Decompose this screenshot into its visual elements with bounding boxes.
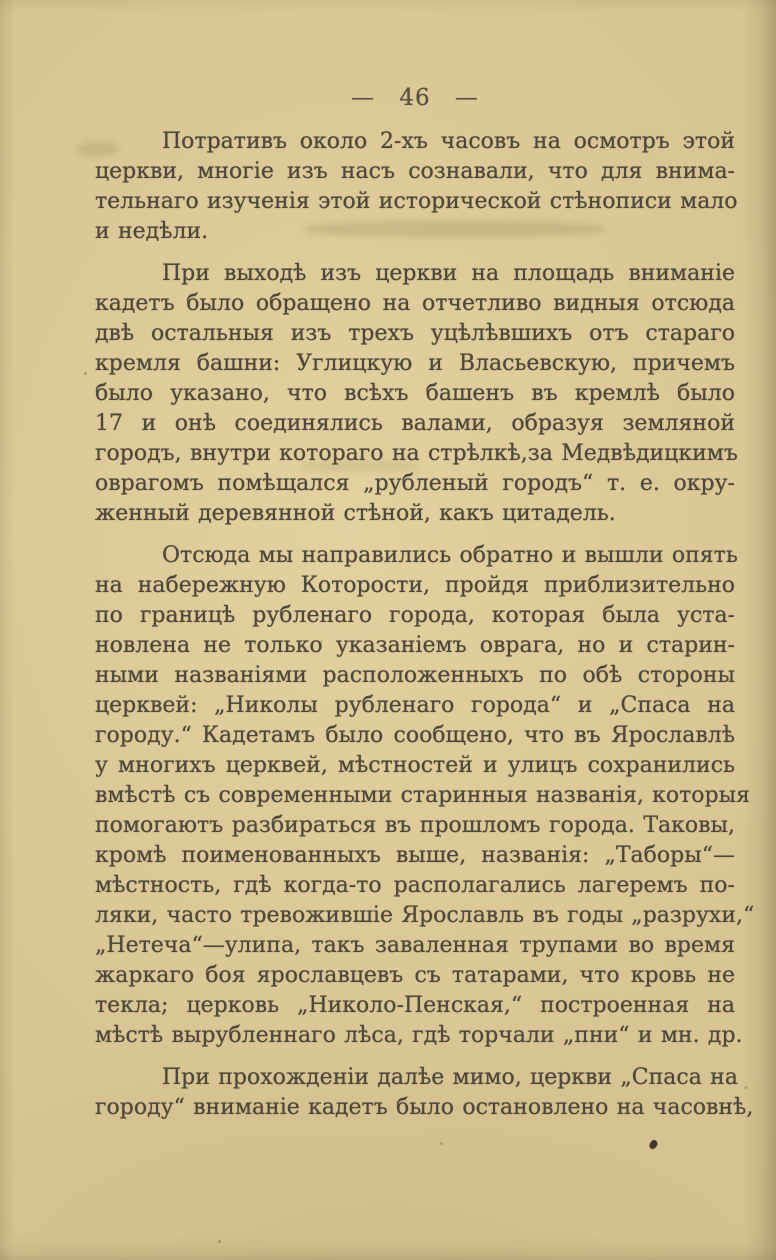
text-line: кромѣ поименованныхъ выше, названія: „Таборы“— xyxy=(95,843,735,868)
text-line: текла; церковь „Николо-Пенская,“ построенная на xyxy=(95,993,735,1018)
text-line: церкви, многіе изъ насъ сознавали, что для внима- xyxy=(95,159,735,184)
text-line: ляки, часто тревожившіе Ярославль въ годы „разрухи,“ xyxy=(95,903,755,928)
text-line: городъ, внутри котораго на стрѣлкѣ,за Медвѣдицкимъ xyxy=(95,441,738,466)
text-line: городу“ вниманіе кадетъ было остановлено на часовнѣ, xyxy=(95,1095,754,1120)
paper-speck xyxy=(218,1240,221,1243)
paper-speck xyxy=(700,615,703,618)
paragraph xyxy=(95,259,738,529)
paper-speck xyxy=(560,950,563,953)
text-line: двѣ остальныя изъ трехъ уцѣлѣвшихъ отъ стараго xyxy=(95,321,735,346)
paper-speck xyxy=(320,640,323,643)
paper-speck xyxy=(440,1142,443,1145)
paragraph xyxy=(95,127,738,247)
paragraph xyxy=(95,1063,754,1123)
page-number: — 46 — xyxy=(351,85,479,111)
text-column xyxy=(95,127,755,1123)
text-line: мѣстность, гдѣ когда-то располагались лагеремъ по- xyxy=(95,873,735,898)
text-line: Отсюда мы направились обратно и вышли опять xyxy=(162,543,738,568)
text-line: вмѣстѣ съ современными старинныя названія, которыя xyxy=(95,783,751,808)
text-line: ными названіями расположенныхъ по обѣ стороны xyxy=(95,663,735,688)
paper-speck xyxy=(84,372,87,375)
text-line: у многихъ церквей, мѣстностей и улицъ сохранились xyxy=(95,753,735,778)
text-line: было указано, что всѣхъ башенъ въ кремлѣ было xyxy=(95,381,735,406)
text-line: и недѣли. xyxy=(95,219,209,244)
text-line: на набережную Которости, пройдя приблизительно xyxy=(95,573,735,598)
text-line: При выходѣ изъ церкви на площадь вниманіе xyxy=(162,261,735,286)
text-line: женный деревянной стѣной, какъ цитадель. xyxy=(95,501,616,526)
text-line: жаркаго боя ярославцевъ съ татарами, что кровь не xyxy=(95,963,735,988)
text-line: кремля башни: Углицкую и Власьевскую, причемъ xyxy=(95,351,735,376)
text-line: „Нетеча“—улипа, такъ заваленная трупами во время xyxy=(95,933,735,958)
text-line: помогаютъ разбираться въ прошломъ города. Таковы, xyxy=(95,813,735,838)
text-line: кадетъ было обращено на отчетливо видныя отсюда xyxy=(95,291,735,316)
paper-speck xyxy=(744,1086,748,1089)
ink-speck xyxy=(649,1139,658,1150)
text-line: городу.“ Кадетамъ было сообщено, что въ Ярославлѣ xyxy=(95,723,735,748)
text-line: Потративъ около 2-хъ часовъ на осмотръ этой xyxy=(162,129,735,154)
paragraph xyxy=(95,541,755,1051)
text-line: мѣстѣ вырубленнаго лѣса, гдѣ торчали „пни“ и мн. др. xyxy=(95,1023,743,1048)
text-line: При прохожденіи далѣе мимо, церкви „Спаса на xyxy=(162,1065,738,1090)
text-line: тельнаго изученія этой исторической стѣнописи мало xyxy=(95,189,738,214)
text-line: по границѣ рубленаго города, которая была уста- xyxy=(95,603,735,628)
text-line: новлена не только указаніемъ оврага, но и старин- xyxy=(95,633,735,658)
text-line: оврагомъ помѣщался „рубленый городъ“ т. е. окру- xyxy=(95,471,735,496)
text-line: 17 и онѣ соединялись валами, образуя земляной xyxy=(95,411,735,436)
text-line: церквей: „Николы рубленаго города“ и „Спаса на xyxy=(95,693,735,718)
